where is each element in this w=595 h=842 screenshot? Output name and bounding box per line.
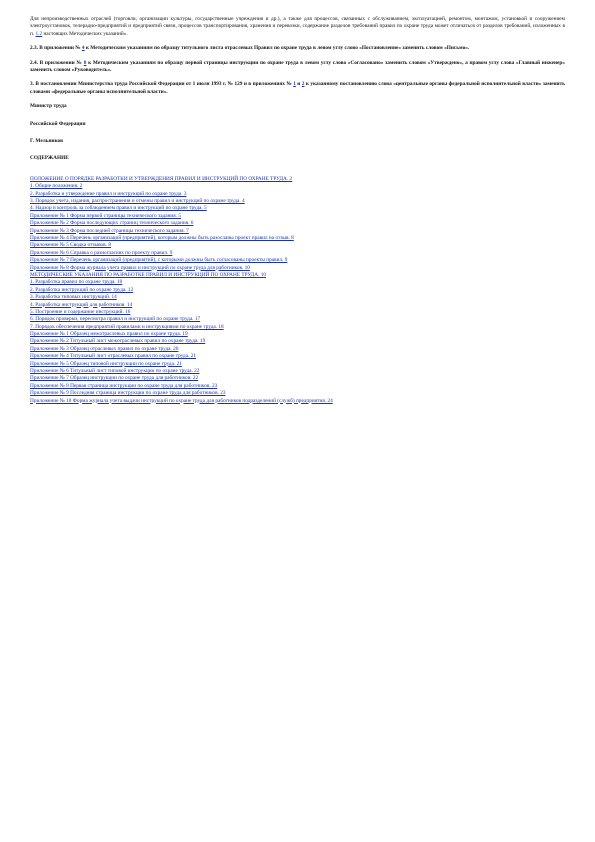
toc-entry-link[interactable]: 5. Построение и содержание инструкций. 16 — [30, 308, 131, 315]
toc-entry-link[interactable]: Приложение № 7 Перечень организаций (предприятий), с которыми должны быть согласованы проекты правил. 9 — [30, 257, 288, 264]
toc-item — [30, 242, 565, 249]
paragraph-nonproduction — [30, 16, 565, 38]
paragraph-text-tail: настоящих Методических указаний». — [43, 30, 128, 37]
toc-entry-link[interactable]: 2. Разработка и утверждение правил и инструкций по охране труда. 3 — [30, 190, 187, 197]
link-clause-1-2[interactable]: 1.2 — [35, 30, 43, 37]
toc-item — [30, 390, 565, 397]
toc-item — [30, 183, 565, 190]
toc-entry-link[interactable]: 2. Разработка инструкций по охране труда. 12 — [30, 286, 134, 293]
toc-item — [30, 176, 565, 183]
toc-item — [30, 316, 565, 323]
paragraph-text: к Методическим указаниям по образцу титульного листа отраслевых Правил по охране труда в левом углу слово «Постановление» заменить словом «Письмо». — [85, 45, 470, 52]
toc-entry-link[interactable]: 3. Разработка типовых инструкций. 14 — [30, 294, 117, 301]
table-of-contents — [30, 176, 565, 405]
toc-item — [30, 213, 565, 220]
paragraph-text: к указанному постановлению слова «центральные органы федеральной исполнительной власти» заменить словами «федеральные органы исполнительной власти». — [30, 81, 565, 95]
toc-entry-link[interactable]: Приложение № 9 Последняя страница инструкции по охране труда для работников. 23 — [30, 390, 226, 397]
toc-entry-link[interactable]: 3. Порядок учета, издания, распространения и отмены правил и инструкций по охране труда. 4 — [30, 198, 245, 205]
toc-item — [30, 294, 565, 301]
toc-entry-link[interactable]: 6. Порядок проверки, пересмотра правил и инструкций по охране труда. 17 — [30, 316, 201, 323]
toc-entry-link[interactable]: 4. Надзор и контроль за соблюдением правил и инструкций по охране труда. 5 — [30, 205, 207, 212]
toc-entry-link[interactable]: Приложение № 8 Форма журнала учета правил и инструкций по охране труда для работников. 10 — [30, 264, 250, 271]
paragraph-text: 2.4. В приложении № — [30, 59, 83, 66]
toc-entry-link[interactable]: 7. Порядок обеспечения предприятий правилами и инструкциями по охране труда. 18 — [30, 323, 224, 330]
link-appendix-1[interactable]: 1 — [293, 81, 296, 88]
toc-entry-link[interactable]: Приложение № 8 Первая страница инструкции по охране труда для работников. 23 — [30, 382, 218, 389]
toc-item — [30, 302, 565, 309]
toc-item — [30, 338, 565, 345]
toc-item — [30, 375, 565, 382]
conjunction: и — [297, 81, 301, 88]
paragraph-text: 2.3. В приложении № — [30, 45, 81, 52]
toc-entry-link[interactable]: Приложение № 6 Справка о разногласиях по проекту правил. 9 — [30, 249, 173, 256]
signature-country: Российской Федерации — [30, 120, 86, 127]
document-page — [30, 16, 565, 405]
paragraph-2-3 — [30, 45, 565, 52]
toc-item — [30, 228, 565, 235]
toc-entry-link[interactable]: 1. Общие положения. 2 — [30, 183, 83, 190]
toc-entry-link[interactable]: Приложение № 6 Титульный лист типовой инструкции по охране труда. 22 — [30, 368, 200, 375]
toc-item — [30, 257, 565, 264]
toc-entry-link[interactable]: 1. Разработка правил по охране труда. 10 — [30, 279, 123, 286]
toc-entry-link[interactable]: Приложение № 3 Образец отраслевых правил по охране труда. 20 — [30, 345, 179, 352]
paragraph-3 — [30, 81, 565, 96]
signature-name: Г. Мельников — [30, 138, 63, 145]
toc-entry-link[interactable]: Приложение № 4 Титульный лист отраслевых правил по охране труда. 21 — [30, 353, 197, 360]
signature-title: Министр труда — [30, 103, 67, 110]
paragraph-text: к Методическим указаниям по образцу первой страницы инструкции по охране труда в левом углу слово «Согласовано» заменить словом «Утверждено», а правом углу слова «Главный инженер» заменить словом «Руководитель». — [30, 59, 565, 74]
toc-entry-link[interactable]: Приложение № 2 Форма последующих страниц технического задания. 6 — [30, 220, 194, 227]
paragraph-2-4 — [30, 60, 565, 75]
toc-item — [30, 279, 565, 286]
toc-item — [30, 191, 565, 198]
toc-item — [30, 235, 565, 242]
link-appendix-4[interactable]: 4 — [81, 45, 85, 52]
toc-entry-link[interactable]: Приложение № 1 Форма первой страницы технического задания. 5 — [30, 212, 181, 219]
toc-entry-link[interactable]: Приложение № 2 Титульный лист межотраслевых правил по охране труда. 19 — [30, 338, 206, 345]
toc-item — [30, 205, 565, 212]
toc-entry-link[interactable]: Приложение № 1 Образец межотраслевых правил по охране труда. 19 — [30, 331, 188, 338]
link-appendix-2[interactable]: 2 — [301, 81, 305, 88]
toc-entry-link[interactable]: Приложение № 4 Перечень организаций (предприятий), которым должны быть разосланы проект правил на отзыв. 8 — [30, 235, 294, 241]
toc-section-link[interactable]: ПОЛОЖЕНИЕ О ПОРЯДКЕ РАЗРАБОТКИ И УТВЕРЖДЕНИЯ ПРАВИЛ И ИНСТРУКЦИЙ ПО ОХРАНЕ ТРУДА. 2 — [30, 175, 293, 182]
toc-entry-link[interactable]: Приложение № 3 Форма последней страницы технического задания. 7 — [30, 227, 189, 234]
toc-entry-link[interactable]: Приложение № 7 Образец инструкции по охране труда для работников. 22 — [30, 375, 199, 382]
toc-item — [30, 353, 565, 360]
toc-entry-link[interactable]: Приложение № 5 Сводка отзывов. 8 — [30, 242, 111, 249]
link-appendix-8[interactable]: 8 — [83, 59, 87, 66]
toc-entry-link[interactable]: 4. Разработка инструкций для работников. 14 — [30, 301, 133, 308]
toc-entry-link[interactable]: Приложение № 10 Форма журнала учета выдачи инструкций по охране труда для работников подразделений (служб) предприятия. 24 — [30, 397, 333, 404]
toc-item — [30, 361, 565, 368]
toc-item — [30, 220, 565, 227]
toc-item — [30, 324, 565, 331]
paragraph-text: 3. В постановлении Министерства труда Российской Федерации от 1 июля 1993 г. № 129 и в приложениях № — [30, 81, 292, 88]
toc-entry-link[interactable]: Приложение № 5 Образец типовой инструкции по охране труда. 21 — [30, 360, 182, 367]
toc-heading: СОДЕРЖАНИЕ — [30, 155, 69, 162]
toc-item — [30, 398, 565, 405]
toc-section-link[interactable]: МЕТОДИЧЕСКИЕ УКАЗАНИЯ ПО РАЗРАБОТКЕ ПРАВИЛ И ИНСТРУКЦИЙ ПО ОХРАНЕ ТРУДА. 10 — [30, 271, 267, 278]
toc-item — [30, 265, 565, 272]
paragraph-text: Для непроизводственных отраслей (торговли, организации культуры, государственные учреждения и др.), а также для процессов, связанных с обслуживанием, эксплуатацией, ремонтом, монтажом, установкой и сооружением электроустановок, телерадио-предприятий и предприятий связи, процессов транспортирования, хранения и перевозки, содержание разделов требований правил по охране труда может отличаться от разделов требований, изложенных в п. — [30, 16, 565, 37]
